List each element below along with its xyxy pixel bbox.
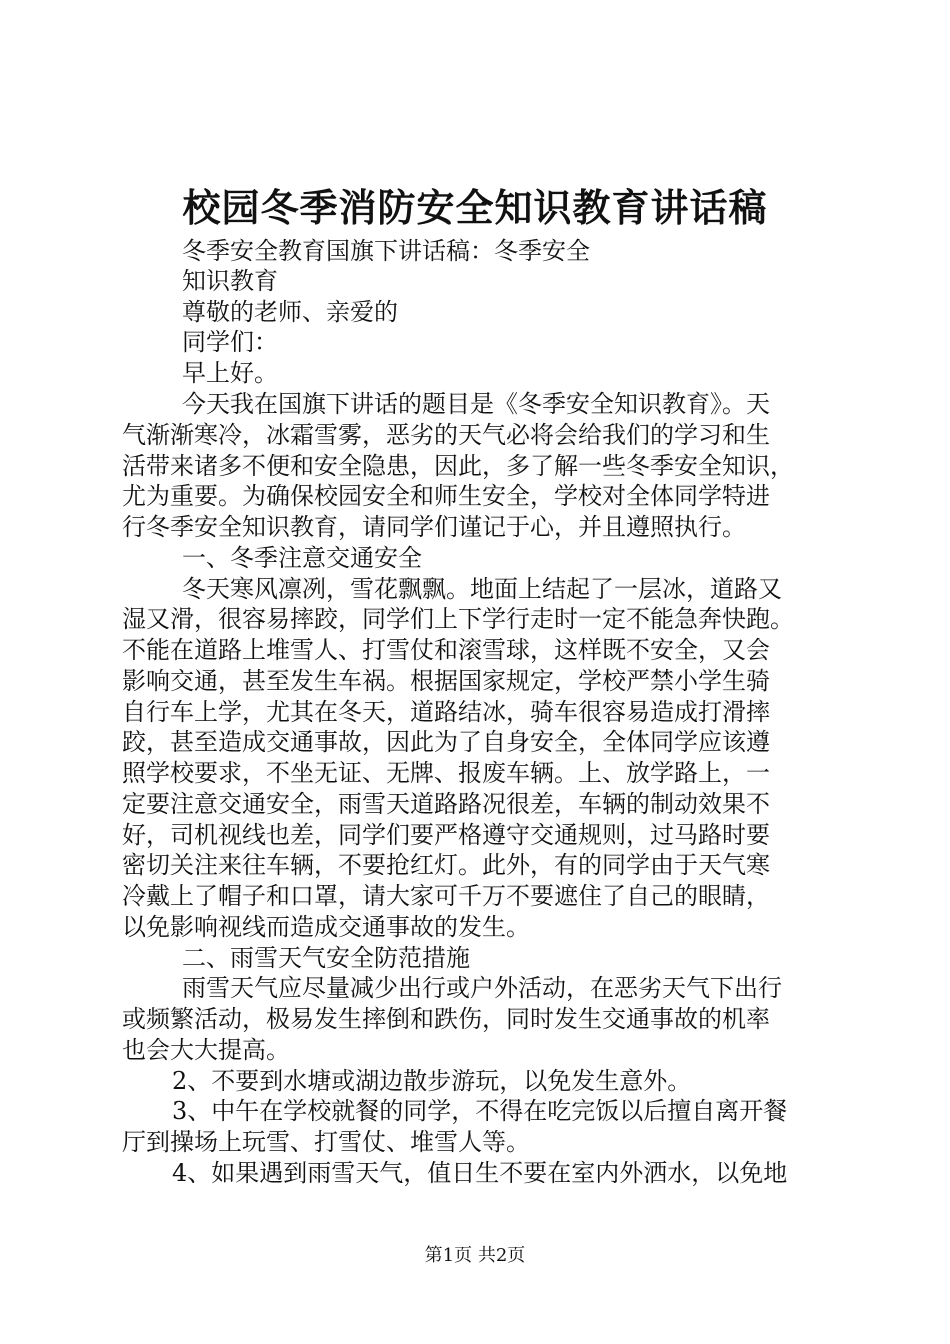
body-line: 一、冬季注意交通安全 (182, 544, 422, 572)
body-line: 活带来诸多不便和安全隐患，因此，多了解一些冬季安全知识， (122, 452, 794, 480)
body-line: 冬季安全教育国旗下讲话稿：冬季安全 (182, 237, 590, 265)
body-line: 或频繁活动，极易发生摔倒和跌伤，同时发生交通事故的机率 (122, 1005, 770, 1033)
body-line: 影响交通，甚至发生车祸。根据国家规定，学校严禁小学生骑 (122, 667, 770, 695)
body-line: 跤，甚至造成交通事故，因此为了自身安全，全体同学应该遵 (122, 728, 770, 756)
body-line: 以免影响视线而造成交通事故的发生。 (122, 913, 530, 941)
body-line: 知识教育 (182, 267, 278, 295)
body-line: 雨雪天气应尽量减少出行或户外活动，在恶劣天气下出行 (182, 974, 782, 1002)
body-line: 厅到操场上玩雪、打雪仗、堆雪人等。 (122, 1128, 530, 1156)
body-line: 也会大大提高。 (122, 1036, 290, 1064)
body-line: 同学们： (182, 328, 278, 356)
body-line: 湿又滑，很容易摔跤，同学们上下学行走时一定不能急奔快跑。 (122, 605, 794, 633)
body-line: 定要注意交通安全，雨雪天道路路况很差，车辆的制动效果不 (122, 790, 770, 818)
body-line: 今天我在国旗下讲话的题目是《冬季安全知识教育》。天 (182, 390, 770, 418)
document-title: 校园冬季消防安全知识教育讲话稿 (182, 185, 768, 230)
body-line: 3、中午在学校就餐的同学，不得在吃完饭以后擅自离开餐 (172, 1097, 788, 1125)
body-line: 不能在道路上堆雪人、打雪仗和滚雪球，这样既不安全，又会 (122, 636, 770, 664)
body-line: 2、不要到水塘或湖边散步游玩，以免发生意外。 (172, 1067, 692, 1095)
body-line: 冬天寒风凛冽，雪花飘飘。地面上结起了一层冰，道路又 (182, 575, 782, 603)
body-line: 二、雨雪天气安全防范措施 (182, 944, 470, 972)
body-line: 密切关注来往车辆，不要抢红灯。此外，有的同学由于天气寒 (122, 851, 770, 879)
body-line: 冷戴上了帽子和口罩，请大家可千万不要遮住了自己的眼睛， (122, 882, 770, 910)
body-line: 4、如果遇到雨雪天气，值日生不要在室内外洒水，以免地 (172, 1159, 788, 1187)
body-line: 尊敬的老师、亲爱的 (182, 298, 398, 326)
body-line: 气渐渐寒冷，冰霜雪雾，恶劣的天气必将会给我们的学习和生 (122, 421, 770, 449)
body-line: 好，司机视线也差，同学们要严格遵守交通规则，过马路时要 (122, 821, 770, 849)
body-line: 早上好。 (182, 359, 278, 387)
body-line: 照学校要求，不坐无证、无牌、报废车辆。上、放学路上，一 (122, 759, 770, 787)
body-line: 尤为重要。为确保校园安全和师生安全，学校对全体同学特进 (122, 482, 770, 510)
body-line: 行冬季安全知识教育，请同学们谨记于心，并且遵照执行。 (122, 513, 746, 541)
page-footer: 第1页 共2页 (424, 1245, 526, 1266)
body-line: 自行车上学，尤其在冬天，道路结冰，骑车很容易造成打滑摔 (122, 698, 770, 726)
